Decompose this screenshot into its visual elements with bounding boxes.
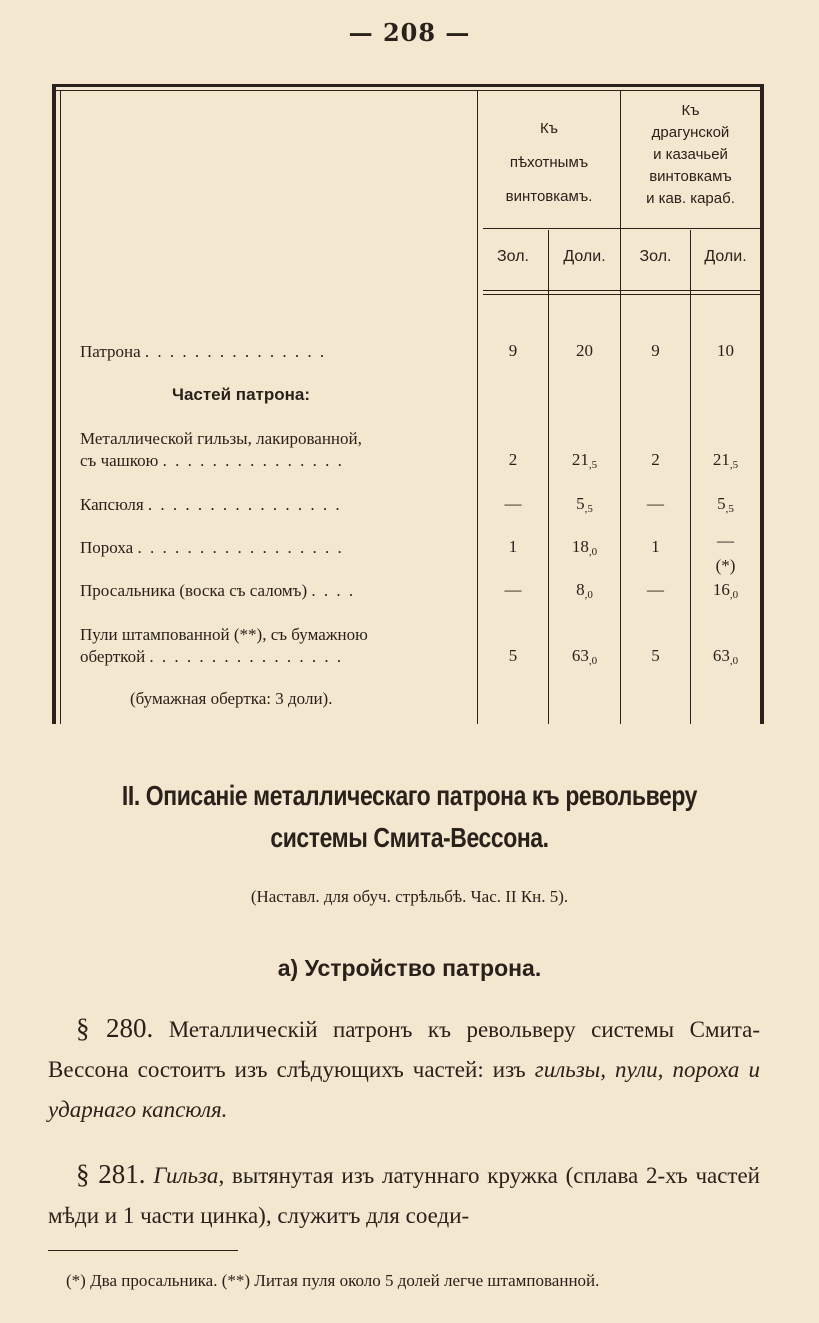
source-reference: (Наставл. для обуч. стрѣльбѣ. Час. II Кн. 5). — [250, 887, 569, 906]
row-label-line: Пули штампованной (**), съ бумажною — [80, 625, 368, 644]
cell-value: 8 — [576, 580, 585, 599]
table-cell — [691, 646, 760, 667]
leader-dots: . . . . . . . . . . . . . . . . — [149, 647, 344, 666]
cell-fraction: ,5 — [729, 459, 739, 471]
section-label: Частей патрона: — [172, 385, 311, 404]
paragraph — [48, 1008, 760, 1130]
cell-fraction: ,0 — [729, 655, 739, 667]
header-line: и казачьей — [653, 146, 728, 163]
header-divider — [483, 228, 760, 229]
subheader-doli: Доли. — [563, 248, 606, 265]
row-label-text: оберткой — [80, 647, 146, 666]
table-cell — [549, 580, 620, 601]
subheader-divider — [483, 294, 760, 295]
group-header-infantry — [478, 112, 620, 214]
cell-value: 5 — [576, 494, 585, 513]
row-label-text: Просальника (воска съ саломъ) — [80, 581, 308, 600]
table-cell: 2 — [651, 450, 660, 469]
table-cell — [549, 494, 620, 515]
row-label — [80, 624, 470, 668]
section-title: II. Описаніе металлическаго патрона къ револьверу — [121, 780, 698, 811]
cell-fraction: ,5 — [725, 503, 734, 515]
table-cell — [691, 494, 760, 515]
cell-fraction: ,0 — [584, 589, 593, 601]
cell-value: 16 — [712, 580, 730, 599]
table-top-border-inner — [56, 90, 764, 91]
cell-value: 21 — [712, 450, 730, 469]
cell-value: 18 — [571, 537, 589, 556]
table-cell: 1 — [651, 537, 660, 556]
footnote-rule — [48, 1250, 238, 1251]
cell-value: 21 — [571, 450, 589, 469]
row-label-text: Капсюля — [80, 495, 144, 514]
table-note: (бумажная обертка: 3 доли). — [130, 689, 333, 708]
cell-value: 63 — [571, 646, 589, 665]
subheader-zol: Зол. — [497, 248, 529, 265]
section-number: § 280. — [76, 1013, 154, 1043]
table-cell: 9 — [651, 341, 660, 360]
row-label-text: Пороха — [80, 538, 134, 557]
paragraph-italic: Гильза — [153, 1163, 219, 1188]
row-label — [80, 428, 470, 472]
paragraph — [48, 1154, 760, 1236]
row-label-line: Металлической гильзы, лакированной, — [80, 429, 362, 448]
row-label — [80, 494, 470, 516]
table-cell: — — [647, 494, 664, 513]
table-cell: 20 — [576, 341, 593, 360]
cell-fraction: ,0 — [729, 589, 739, 601]
header-line: Къ — [681, 102, 700, 119]
table-cell: — — [717, 531, 734, 550]
header-line: драгунской — [651, 124, 730, 141]
header-line: винтовкамъ — [649, 168, 732, 185]
table-cell: 5 — [651, 646, 660, 665]
table-cell: 5 — [508, 646, 518, 665]
row-label — [80, 580, 470, 602]
table-cell: — — [504, 494, 522, 513]
table-cell: 1 — [508, 537, 518, 556]
group-header-dragoon — [621, 100, 760, 210]
paragraph-text: Металлическій патронъ къ револьверу системы Смита-Вессона состоитъ изъ слѣдующихъ частей: изъ — [48, 1017, 761, 1082]
subheader-divider — [483, 290, 760, 291]
table-cell — [691, 580, 760, 601]
table-cell: — — [504, 580, 522, 599]
table-cell — [691, 450, 760, 471]
cell-value: 63 — [712, 646, 730, 665]
leader-dots: . . . . . . . . . . . . . . . — [144, 342, 327, 361]
cell-fraction: ,0 — [588, 655, 598, 667]
subheading: а) Устройство патрона. — [277, 955, 542, 981]
table-cell — [549, 646, 620, 667]
section-number: § 281. — [76, 1159, 146, 1189]
row-label-text: Патрона — [80, 342, 141, 361]
table-right-border — [760, 84, 764, 724]
cell-fraction: ,5 — [588, 459, 598, 471]
table-cell: 2 — [508, 450, 518, 469]
table-left-border-inner — [60, 90, 61, 724]
leader-dots: . . . . . . . . . . . . . . . . . — [137, 538, 344, 557]
row-label — [80, 537, 470, 559]
table-cell — [549, 450, 620, 471]
leader-dots: . . . . . . . . . . . . . . . . — [147, 495, 342, 514]
cell-value: 5 — [717, 494, 726, 513]
header-line: винтовкамъ. — [505, 188, 593, 205]
section-title: системы Смита-Вессона. — [270, 822, 549, 853]
subheader-zol: Зол. — [639, 248, 672, 265]
footnote: (*) Два просальника. (**) Литая пуля около 5 долей легче штампованной. — [66, 1271, 600, 1290]
leader-dots: . . . . — [311, 581, 356, 600]
row-label — [80, 341, 470, 363]
paragraph-text: , вытянутая изъ латуннаго кружка (сплава 2-хъ частей мѣди и 1 части цинка), служитъ для соеди- — [48, 1163, 760, 1228]
header-line: пѣхотнымъ — [509, 154, 589, 171]
table-left-border — [52, 84, 56, 724]
table-top-border — [56, 84, 764, 87]
subheader-doli: Доли. — [704, 248, 747, 265]
cell-fraction: ,5 — [584, 503, 593, 515]
row-label-text: съ чашкою — [80, 451, 159, 470]
table-cell: 10 — [717, 341, 734, 360]
cell-fraction: ,0 — [588, 546, 598, 558]
table-cell: 9 — [508, 341, 518, 360]
paragraph-italic: гильзы, пули, пороха и ударнаго капсюля. — [48, 1057, 760, 1122]
header-line: и кав. караб. — [646, 190, 735, 207]
table-cell: — — [647, 580, 664, 599]
leader-dots: . . . . . . . . . . . . . . . — [162, 451, 344, 470]
footnote-marker: (*) — [715, 556, 736, 575]
page-number: — 208 — — [348, 18, 471, 47]
table-cell — [549, 537, 620, 558]
header-line: Къ — [539, 120, 559, 137]
